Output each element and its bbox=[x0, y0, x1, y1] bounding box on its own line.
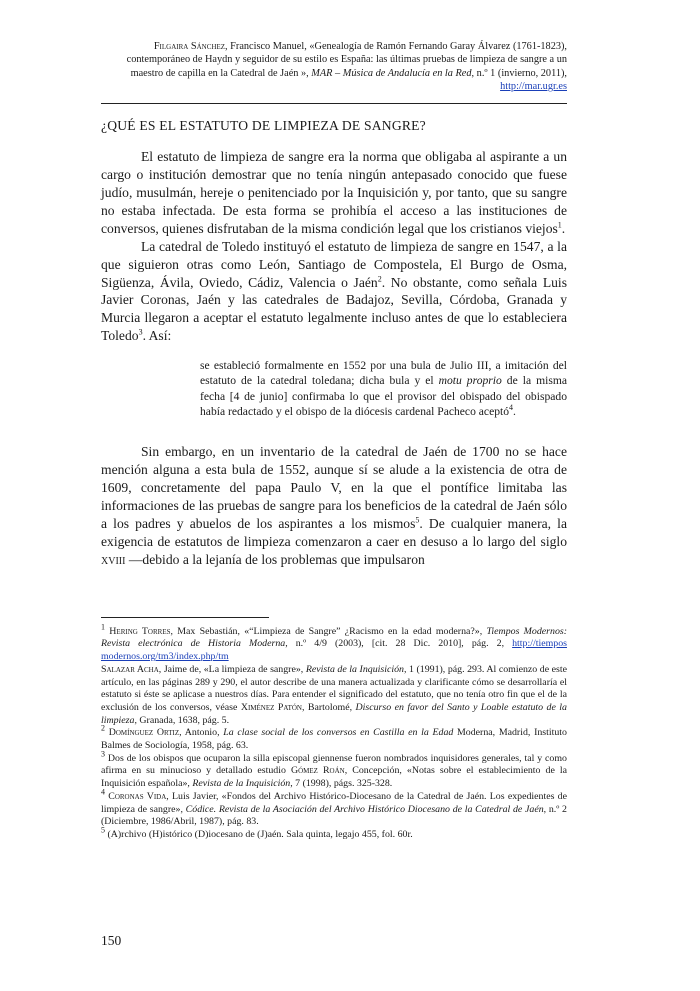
header-rule bbox=[101, 103, 567, 104]
footnote-ref-1[interactable]: 1 bbox=[557, 220, 562, 230]
body-text-continued bbox=[101, 443, 567, 568]
paragraph-3: Sin embargo, en un inventario de la catedral de Jaén de 1700 no se hace mención alguna a esta bula de 1552, aunque sí se alude a la existencia de otra de 1609, concretamente del papa Paulo V, en la que el pontífice limitaba las informaciones de las pruebas de sangre para los beneficios de la catedral de Jaén sólo a los padres y abuelos de los aspirantes a los mismos$^5$. De cualquier manera, la exigencia de estatutos de limpieza comenzaron a caer en desuso a lo largo del siglo xviii —debido a la lejanía de los problemas que impulsaron bbox=[101, 444, 567, 567]
footnote-5: $^5$ (A)rchivo (H)istórico (D)iocesano de (J)aén. Sala quinta, legajo 455, fol. 60r. bbox=[101, 825, 413, 840]
running-header bbox=[101, 40, 567, 93]
header-issue: , n.º 1 (invierno, 2011), bbox=[471, 67, 567, 79]
footnote-1-cont: Salazar Acha, Jaime de, «La limpieza de sangre», Revista de la Inquisición, 1 (1991), pág. 293. Al comienzo de este artículo, en las páginas 289 y 290, el autor describe de una manera actualizada y clarificante cómo se desarrollaría el estatuto si éste se aplicase a nuestros días. Para entender el significado del estatuto, que no tenía otro fin que el de la exclusión de los conversos, véase Ximénez Patón, Bartolomé, Discurso en favor del Santo y Loable estatuto de la limpieza, Granada, 1638, pág. 5. bbox=[101, 663, 567, 726]
block-quote: se estableció formalmente en 1552 por una bula de Julio III, a imitación del estatuto de la catedral toledana; dicha bula y el motu proprio de la misma fecha [4 de junio] confirmaba lo que el provisor del obispado del obispado había redactado y el obispo de la diócesis cardenal Pacheco aceptó$^4$. bbox=[200, 359, 568, 419]
paragraph-2: La catedral de Toledo instituyó el estatuto de limpieza de sangre en 1547, a la que siguieron otras como León, Santiago de Compostela, El Burgo de Osma, Sigüenza, Ávila, Oviedo, Cádiz, Valencia o Jaén$^2$. No obstante, como señala Luis Javier Coronas, Jaén y las catedrales de Badajoz, Sevilla, Córdoba, Granada y Murcia llegaron a aceptar el estatuto legalmente incluso antes de que lo estableciera Toledo$^3$. Así: bbox=[101, 238, 567, 344]
footnote-ref-5[interactable]: 5 bbox=[415, 515, 420, 525]
footnote-ref-2[interactable]: 2 bbox=[377, 274, 382, 283]
footnote-4: $^4$ Coronas Vida, Luis Javier, «Fondos del Archivo Histórico-Diocesano de la Catedral de Jaén. Los expedientes de limpieza de sangre», Códice. Revista de la Asociación del Archivo Histórico Diocesano de la Catedral de Jaén, n.º 2 (Diciembre, 1986/Abril, 1987), pág. 83. bbox=[101, 787, 567, 828]
page bbox=[101, 40, 567, 842]
footnotes bbox=[101, 622, 568, 842]
header-author: Filgaira Sánchez bbox=[153, 41, 226, 52]
header-url-link[interactable]: http://mar.ugr.es bbox=[500, 80, 567, 92]
header-journal: MAR – Música de Andalucía en la Red bbox=[311, 67, 472, 79]
page-number: 150 bbox=[101, 933, 122, 948]
section-heading: ¿QUÉ ES EL ESTATUTO DE LIMPIEZA DE SANGRE? bbox=[101, 118, 426, 134]
footnote-3: $^3$ Dos de los obispos que ocuparon la silla episcopal giennense fueron nombrados inquisidores generales, tal y como afirma en su minucioso y detallado estudio Gómez Roán, Concepción, «Notas sobre el establecimiento de la Inquisición española», Revista de la Inquisición, 7 (1998), págs. 325-328. bbox=[101, 749, 568, 790]
header-citation: , Francisco Manuel, «Genealogía de Ramón Fernando Garay Álvarez (1761-1823), contemporáneo de Haydn y seguidor de su estilo es España: las últimas pruebas de limpieza de sangre a un maestro de capilla en la Catedral de Jaén », bbox=[126, 41, 567, 79]
footnote-rule bbox=[101, 617, 269, 618]
footnote-1-url-link[interactable]: http://tiempos modernos.org/tm3/index.php/tm bbox=[101, 638, 567, 663]
body-text bbox=[101, 148, 567, 345]
footnote-ref-4[interactable]: 4 bbox=[509, 403, 514, 413]
footnote-1: $^1$ Hering Torres, Max Sebastián, «“Limpieza de Sangre” ¿Racismo en la edad moderna?», Tiempos Modernos: Revista electrónica de Historia Moderna, n.º 4/9 (2003), [cit. 28 Dic. 2010], pág. 2, http://tiempos modernos.org/tm3/index.php/tm bbox=[101, 622, 568, 663]
paragraph-1: El estatuto de limpieza de sangre era la norma que obligaba al aspirante a un cargo o institución demostrar que no tenía ningún antepasado conocido que fuese judío, musulmán, hereje o penitenciado por la Inquisición y, por tanto, que su sangre no estaba infectada. De esta forma se prohibía el acceso a las instituciones de conversos, quienes disfrutaban de la misma condición legal que los cristianos viejos$^1$. bbox=[101, 149, 567, 236]
footnote-ref-3[interactable]: 3 bbox=[138, 327, 143, 337]
footnote-2: $^2$ Domínguez Ortiz, Antonio, La clase social de los conversos en Castilla en la Edad Moderna, Madrid, Instituto Balmes de Sociología, 1958, pág. 63. bbox=[101, 724, 567, 752]
